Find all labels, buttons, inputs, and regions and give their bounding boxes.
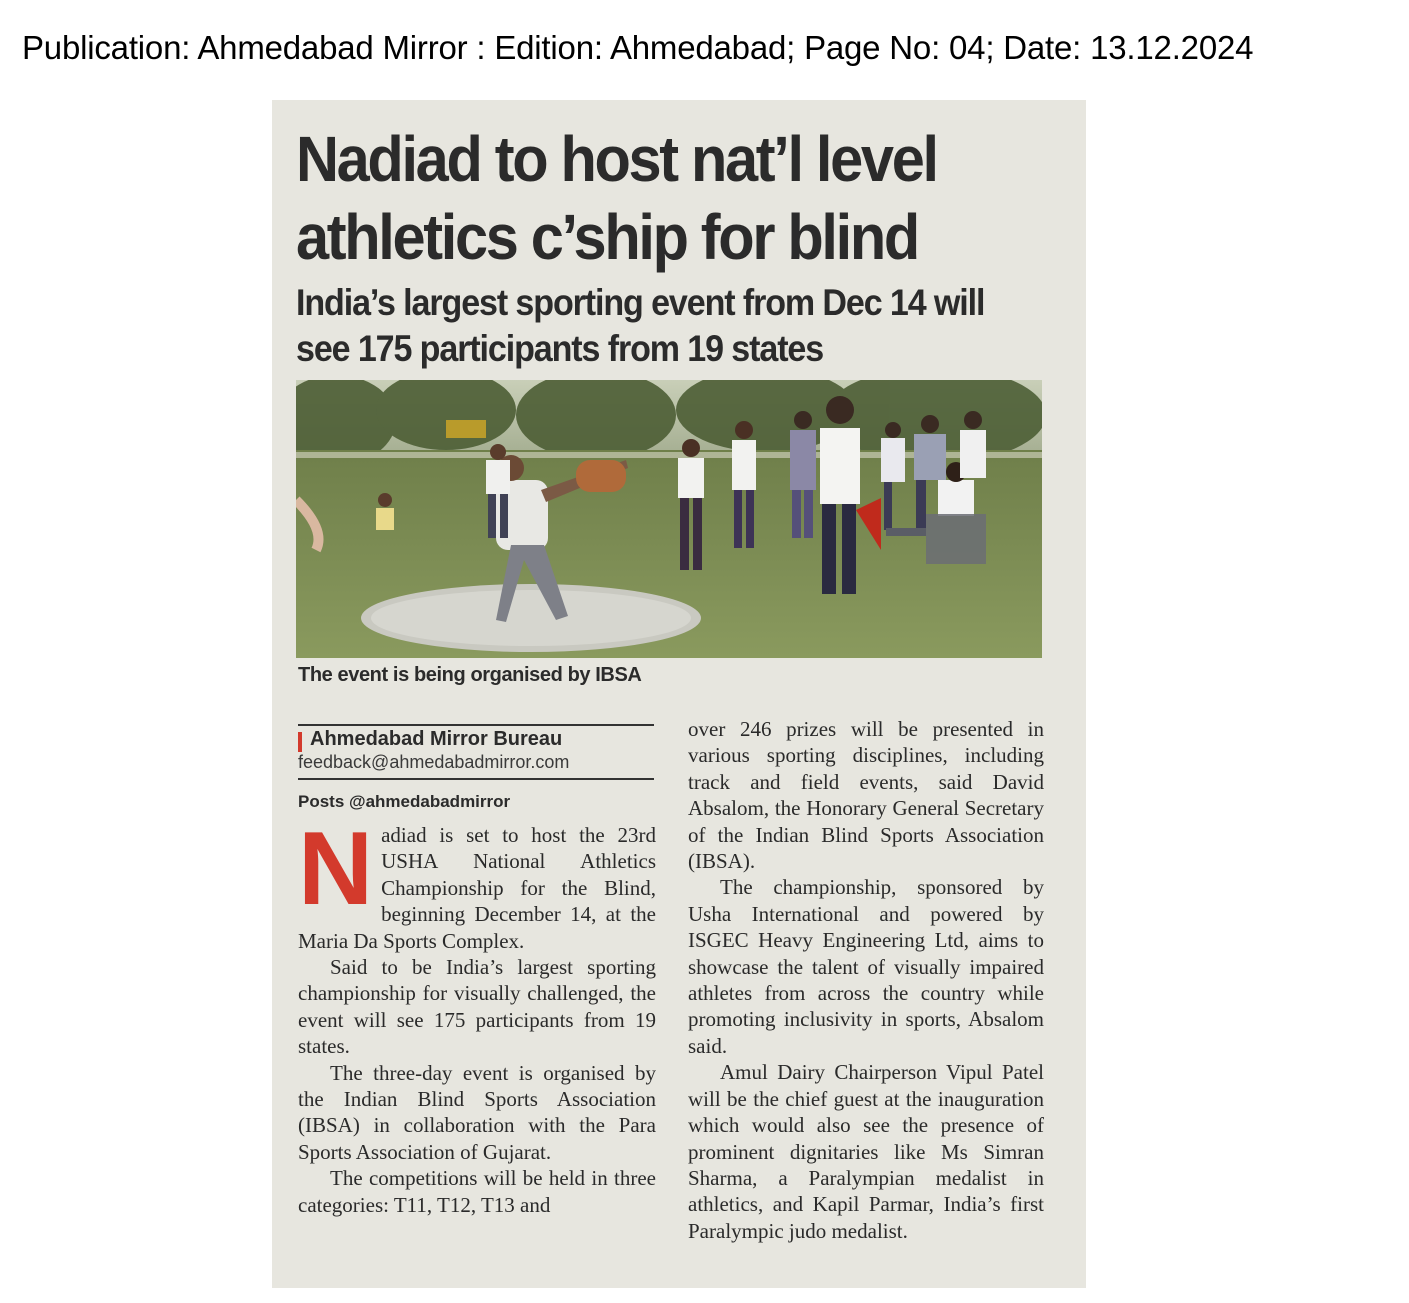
publication-line: Publication: Ahmedabad Mirror : Edition: Ahmedabad; Page No: 04; Date: 13.12.2024	[22, 29, 1254, 66]
headline: Nadiad to host nat’l level athletics c’ship for blind	[296, 123, 937, 273]
article-column-left	[298, 811, 656, 1218]
article-paragraph: over 246 prizes will be presented in various sporting disciplines, including track and field events, said David Absalom, the Honorary General Secretary of the Indian Blind Sports Association (IBSA).	[688, 717, 1044, 874]
article-paragraph: The three-day event is organised by the Indian Blind Sports Association (IBSA) in collaboration with the Para Sports Association of Gujarat.	[298, 1060, 656, 1164]
byline-name: Ahmedabad Mirror Bureau	[310, 728, 563, 750]
article-paragraph: The championship, sponsored by Usha International and powered by ISGEC Heavy Engineering Ltd, aims to showcase the talent of visually impaired athletes from across the country while promoting inclusivity in sports, Absalom said.	[688, 875, 1044, 1058]
article-column-right	[688, 716, 1044, 1244]
byline-rule-bottom	[298, 778, 654, 780]
article-paragraph: The competitions will be held in three categories: T11, T12, T13 and	[298, 1166, 656, 1217]
photo-caption: The event is being organised by IBSA	[298, 664, 642, 686]
subheadline: India’s largest sporting event from Dec 14 will see 175 participants from 19 states	[296, 282, 985, 369]
article-paragraph: Said to be India’s largest sporting championship for visually challenged, the event will see 175 participants from 19 states.	[298, 955, 656, 1059]
article-paragraph: Amul Dairy Chairperson Vipul Patel will be the chief guest at the inauguration which would also see the presence of prominent dignitaries like Ms Simran Sharma, a Paralympian medalist in athletics, and Kapil Parmar, India’s first Paralympic judo medalist.	[688, 1060, 1044, 1243]
photo-illustration	[296, 380, 1042, 658]
newspaper-clipping	[272, 100, 1086, 1288]
paragraph-text: adiad is set to host the 23rd USHA National Athletics Championship for the Blind, beginning December 14, at the Maria Da Sports Complex.	[298, 823, 656, 953]
byline-email: feedback@ahmedabadmirror.com	[298, 752, 570, 772]
byline-posts-handle: Posts @ahmedabadmirror	[298, 792, 511, 811]
event-photo	[296, 380, 1042, 658]
article-paragraph	[298, 811, 656, 954]
byline-accent-bar	[298, 732, 302, 752]
byline-rule-top	[298, 724, 654, 726]
drop-cap: N	[298, 811, 374, 927]
